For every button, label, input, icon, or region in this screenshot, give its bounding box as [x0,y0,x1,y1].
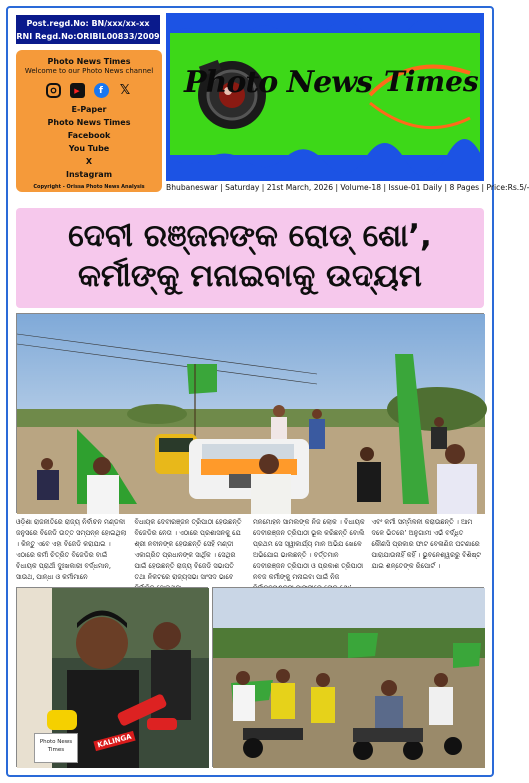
promo-welcome: Welcome to our Photo News channel [24,67,154,75]
promo-box [16,50,162,192]
photo-bike-rally [212,587,484,767]
article-column-2: ବିଧାୟକ ଦେବୀରଞ୍ଜନ ତ୍ରିପାଠୀ ହେଉଛନ୍ତି ବିଜେଡିର ନେତା । ଏଠାରେ ପ୍ରଶାସନକୁ ଯେ ଶ୍ରୀ ନବୀନଙ୍କ ହେଉଛନ୍ତି ସେହି ମଣ୍ଡୀ ଏକାଗ୍ରିତ ପ୍ରଧାନଙ୍କ ସାର୍ଥିକ । ସେଥିର ପାଇଁ ହେଉଛନ୍ତି ରାଜ୍ୟ ବିଜେଡି ସଭାପତି ତଥା ନିକଟରେ ରାଜ୍ୟସଭା ସାଂସଦ ଭାବେ [134,518,242,581]
link-photo-news-times[interactable]: Photo News Times [47,118,131,127]
main-photo-road-show [16,313,484,513]
article-column-1: ଓଡ଼ିଶା ରାଜନୀତିରେ ରାଜ୍ୟ ନିର୍ବାଚନ ମଣ୍ଡଳୀ ଜନୁସରେ ବିଜେଡି ଉତ୍ତ ସମ୍ପନ୍ନ ହୋଇଥିଲା । କିନ୍ତୁ ଏବେ ଏହା ବିଜେଡି କରାଯାଇ । ଏଠାରେ କର୍ମୀ ଚିତ୍ରିତ ବିଜେଡିର ବାଇଁ ବିଧାୟକ ପ୍ରାର୍ଥୀ ଦୁଃଖକାରୀ ବର୍ଦ୍ଧମାନ, ସାଉଥ, ପାନ୍ଧା ଓ କର୍ମୀମାନେ [16,518,127,581]
article-column-4: ଏବଂ କର୍ମୀ ସମ୍ମିଳନୀ କରାଉଛନ୍ତି । ଆମ ଦଳେ ଭିତରେ’ ଅନୁଗାମୀ ଏଭଁ ବର୍ଦ୍ଧିତ କୌଣସି ପ୍ରକାର ଫାଟ ବେଳାଣିଜ ଘଟଣାରେ ପାରାଯାଉନାହିଁ କହିଁ । ଭୁବନେଶ୍ୱରରୁ ବିଶିଷ୍ଟ ଯାଇ ଶନ୍ତେଙ୍କ ରିପୋର୍ଟ । [371,518,481,570]
photo-watermark: Photo News Times [34,733,78,763]
headline-line-2: କର୍ମୀଙ୍କୁ ମନାଇବାକୁ ଉଦ୍ୟମ [78,258,422,294]
registration-box [16,15,160,44]
link-instagram[interactable]: Instagram [65,170,113,179]
promo-links [16,103,162,181]
rni-regd-number: RNI Regd.No:ORIBIL00833/2009 [16,32,160,41]
link-x[interactable]: X [85,157,93,166]
mic-label-kalinga: KALINGA [93,731,135,751]
article-body [16,517,484,583]
article-column-3: ମନମୋହନ ସାମଲଙ୍କ ନିଜ ଲୋକ । ବିଧାୟକ ଦେବୀରଞ୍ଜନ ତ୍ରିପାଠୀ ଭୂଲ କରିଛନ୍ତି ବୋଲି ପ୍ରଥମ ସେ ସ୍ୱୀକାର୍ଯ୍ୟ ମାନ ଅଭିଯ ଖେଳେ ଅଭିଯୋଗ ଭାଲଛନ୍ତି । ବର୍ତ୍ତମାନ ଦେବୀରଞ୍ଜନ ତ୍ରିପାଠୀ ଓ ପ୍ରକାଶ ତ୍ରିପାଠୀ ନବଜ କର୍ମୀଙ୍କୁ ମନାଇବା ପାଇଁ ନିଜ [253,518,365,581]
masthead-title-photo-news: Photo News [184,65,372,100]
promo-title: Photo News Times [47,57,131,66]
masthead [166,13,484,181]
x-icon[interactable]: 𝕏 [119,83,131,98]
masthead-title-times: Times [384,65,479,98]
instagram-icon[interactable] [46,83,61,98]
dateline: Bhubaneswar | Saturday | 21st March, 2026 | Volume-18 | Issue-01 Daily | 8 Pages | Price:Rs.5/- [166,183,529,192]
link-youtube[interactable]: You Tube [68,144,110,153]
facebook-icon[interactable]: f [94,83,109,98]
social-icons [16,83,162,99]
headline-line-1: ଦେବୀ ରଞ୍ଜନଙ୍କ ରୋଡ୍ ଶୋ’, [68,218,432,254]
youtube-icon[interactable]: ▶ [70,83,85,98]
post-regd-number: Post.regd.No: BN/xxx/xx-xx [26,19,150,28]
link-epaper[interactable]: E-Paper [71,105,107,114]
masthead-wave-bottom [166,153,484,181]
headline-banner [16,208,484,308]
link-facebook[interactable]: Facebook [67,131,111,140]
copyright-text: Copyright - Orissa Photo News Analysis [33,184,145,190]
